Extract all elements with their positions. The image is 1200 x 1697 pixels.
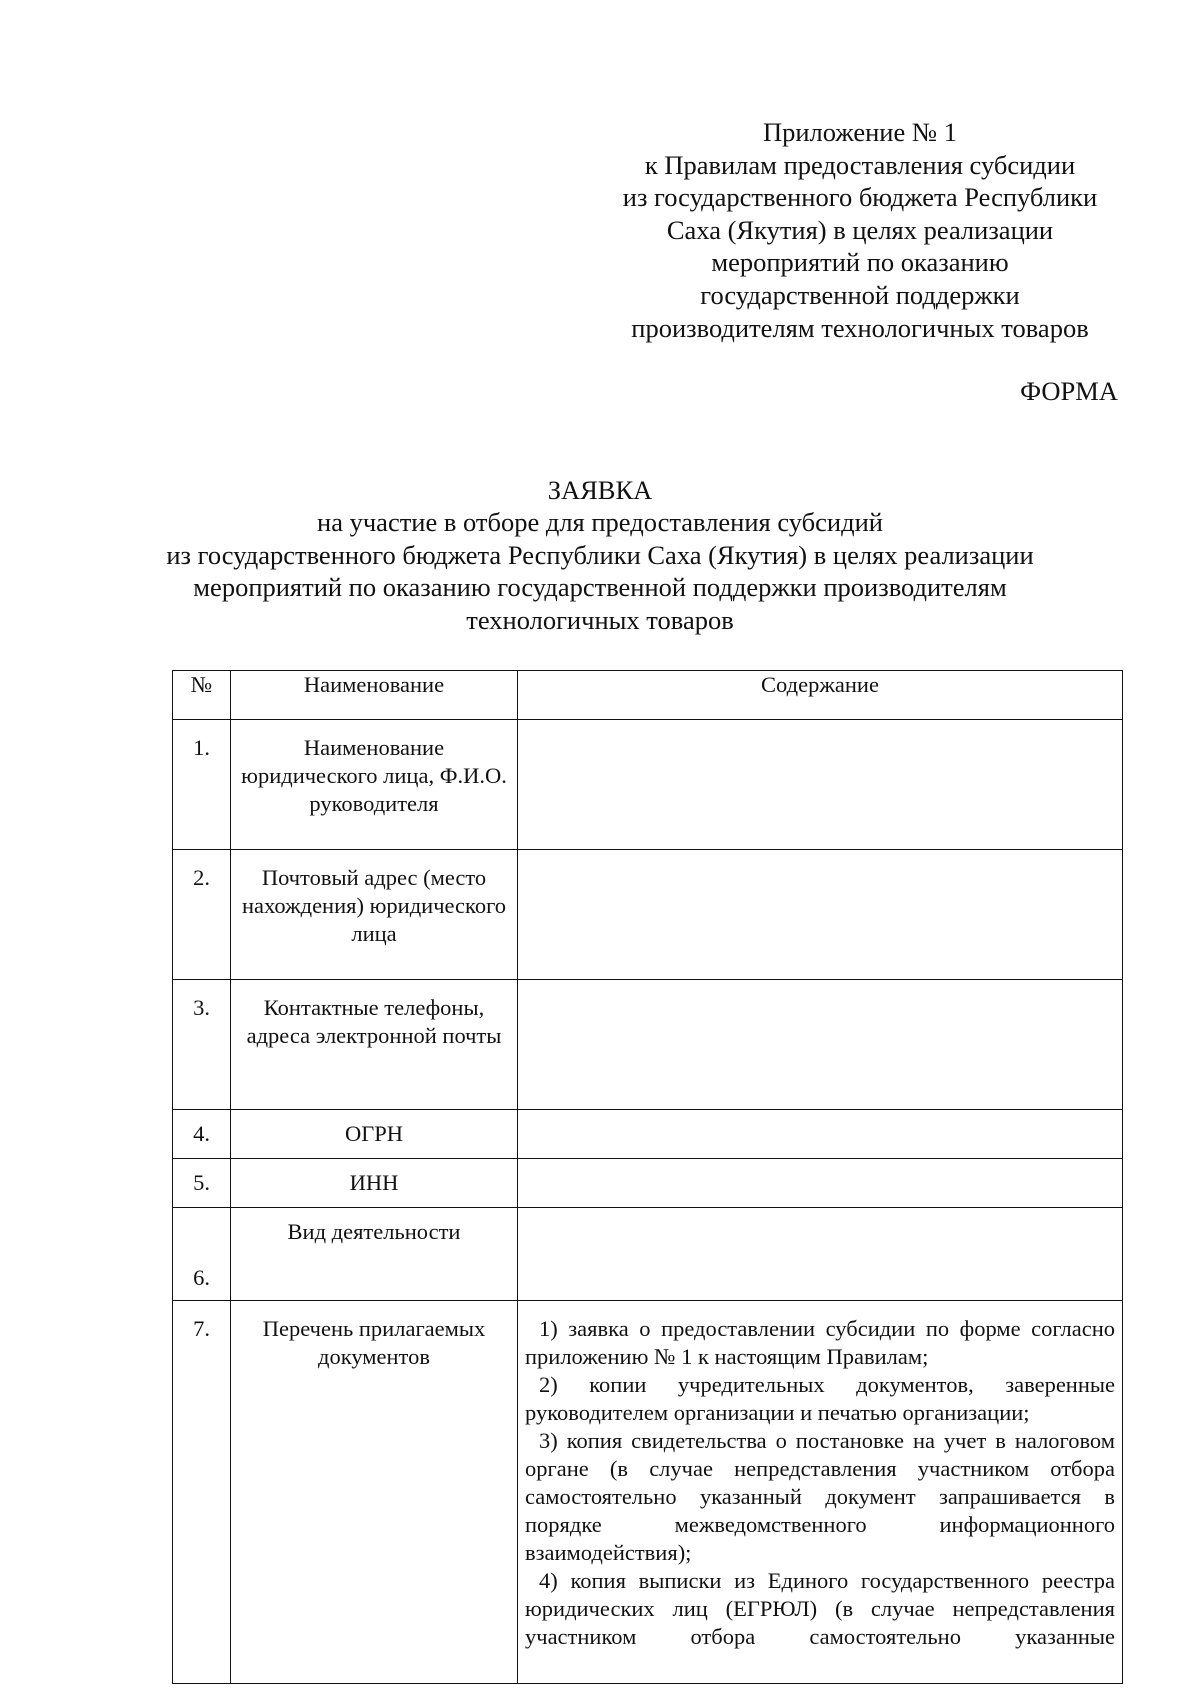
table-row [173, 850, 1123, 980]
row-content[interactable] [518, 720, 1123, 850]
row-name: Вид деятельности [231, 1208, 518, 1301]
table-header-row [173, 671, 1123, 720]
document-title [0, 474, 1200, 636]
appendix-line: из государственного бюджета Республики [622, 182, 1098, 213]
row-number: 1. [173, 720, 231, 850]
appendix-line: Саха (Якутия) в целях реализации [666, 214, 1054, 245]
row-number: 4. [173, 1110, 231, 1159]
row-name: Перечень прилагаемых документов [231, 1301, 518, 1684]
row-name: Почтовый адрес (место нахождения) юридического лица [231, 850, 518, 980]
appendix-line: мероприятий по оказанию [711, 247, 1009, 278]
row-content[interactable] [518, 850, 1123, 980]
table-row [173, 1301, 1123, 1684]
title-line: мероприятий по оказанию государственной поддержки производителям [193, 572, 1007, 603]
table-row [173, 1110, 1123, 1159]
header-name: Наименование [231, 671, 518, 720]
row-number: 5. [173, 1159, 231, 1208]
appendix-line: к Правилам предоставления субсидии [644, 149, 1076, 180]
title-line: технологичных товаров [466, 604, 734, 635]
document-item: 4) копия выписки из Единого государственного реестра юридических лиц (ЕГРЮЛ) (в случае непредставления участником отбора самостоятельно указанные [525, 1568, 1115, 1649]
table-row [173, 1208, 1123, 1301]
row-content[interactable] [518, 1110, 1123, 1159]
title-line: из государственного бюджета Республики Саха (Якутия) в целях реализации [166, 539, 1034, 570]
row-number: 3. [173, 980, 231, 1110]
appendix-line: Приложение № 1 [762, 117, 957, 147]
document-item: 2) копии учредительных документов, заверенные руководителем организации и печатью организации; [525, 1372, 1115, 1425]
row-content[interactable] [518, 1159, 1123, 1208]
appendix-header [600, 116, 1120, 344]
table-row [173, 1159, 1123, 1208]
row-number: 6. [173, 1208, 231, 1301]
header-content: Содержание [518, 671, 1123, 720]
title-line: на участие в отборе для предоставления субсидий [317, 507, 883, 538]
document-item: 1) заявка о предоставлении субсидии по форме согласно приложению № 1 к настоящим Правилам; [525, 1316, 1115, 1369]
row-number: 2. [173, 850, 231, 980]
row-name: Контактные телефоны, адреса электронной почты [231, 980, 518, 1110]
row-name: ОГРН [231, 1110, 518, 1159]
application-table [172, 670, 1123, 1684]
documents-list [518, 1301, 1123, 1684]
appendix-line: государственной поддержки [700, 279, 1020, 310]
row-name: Наименование юридического лица, Ф.И.О. руководителя [231, 720, 518, 850]
form-label: ФОРМА [1020, 376, 1118, 406]
appendix-line: производителям технологичных товаров [631, 312, 1089, 343]
row-number: 7. [173, 1301, 231, 1684]
table-row [173, 980, 1123, 1110]
row-content[interactable] [518, 1208, 1123, 1301]
row-name: ИНН [231, 1159, 518, 1208]
row-content[interactable] [518, 980, 1123, 1110]
document-item: 3) копия свидетельства о постановке на учет в налоговом органе (в случае непредставления участником отбора самостоятельно указанный документ запрашивается в порядке межведомственного информационного взаимодействия); [525, 1428, 1115, 1565]
title-heading: ЗАЯВКА [547, 475, 653, 505]
header-number: № [173, 671, 231, 720]
table-row [173, 720, 1123, 850]
